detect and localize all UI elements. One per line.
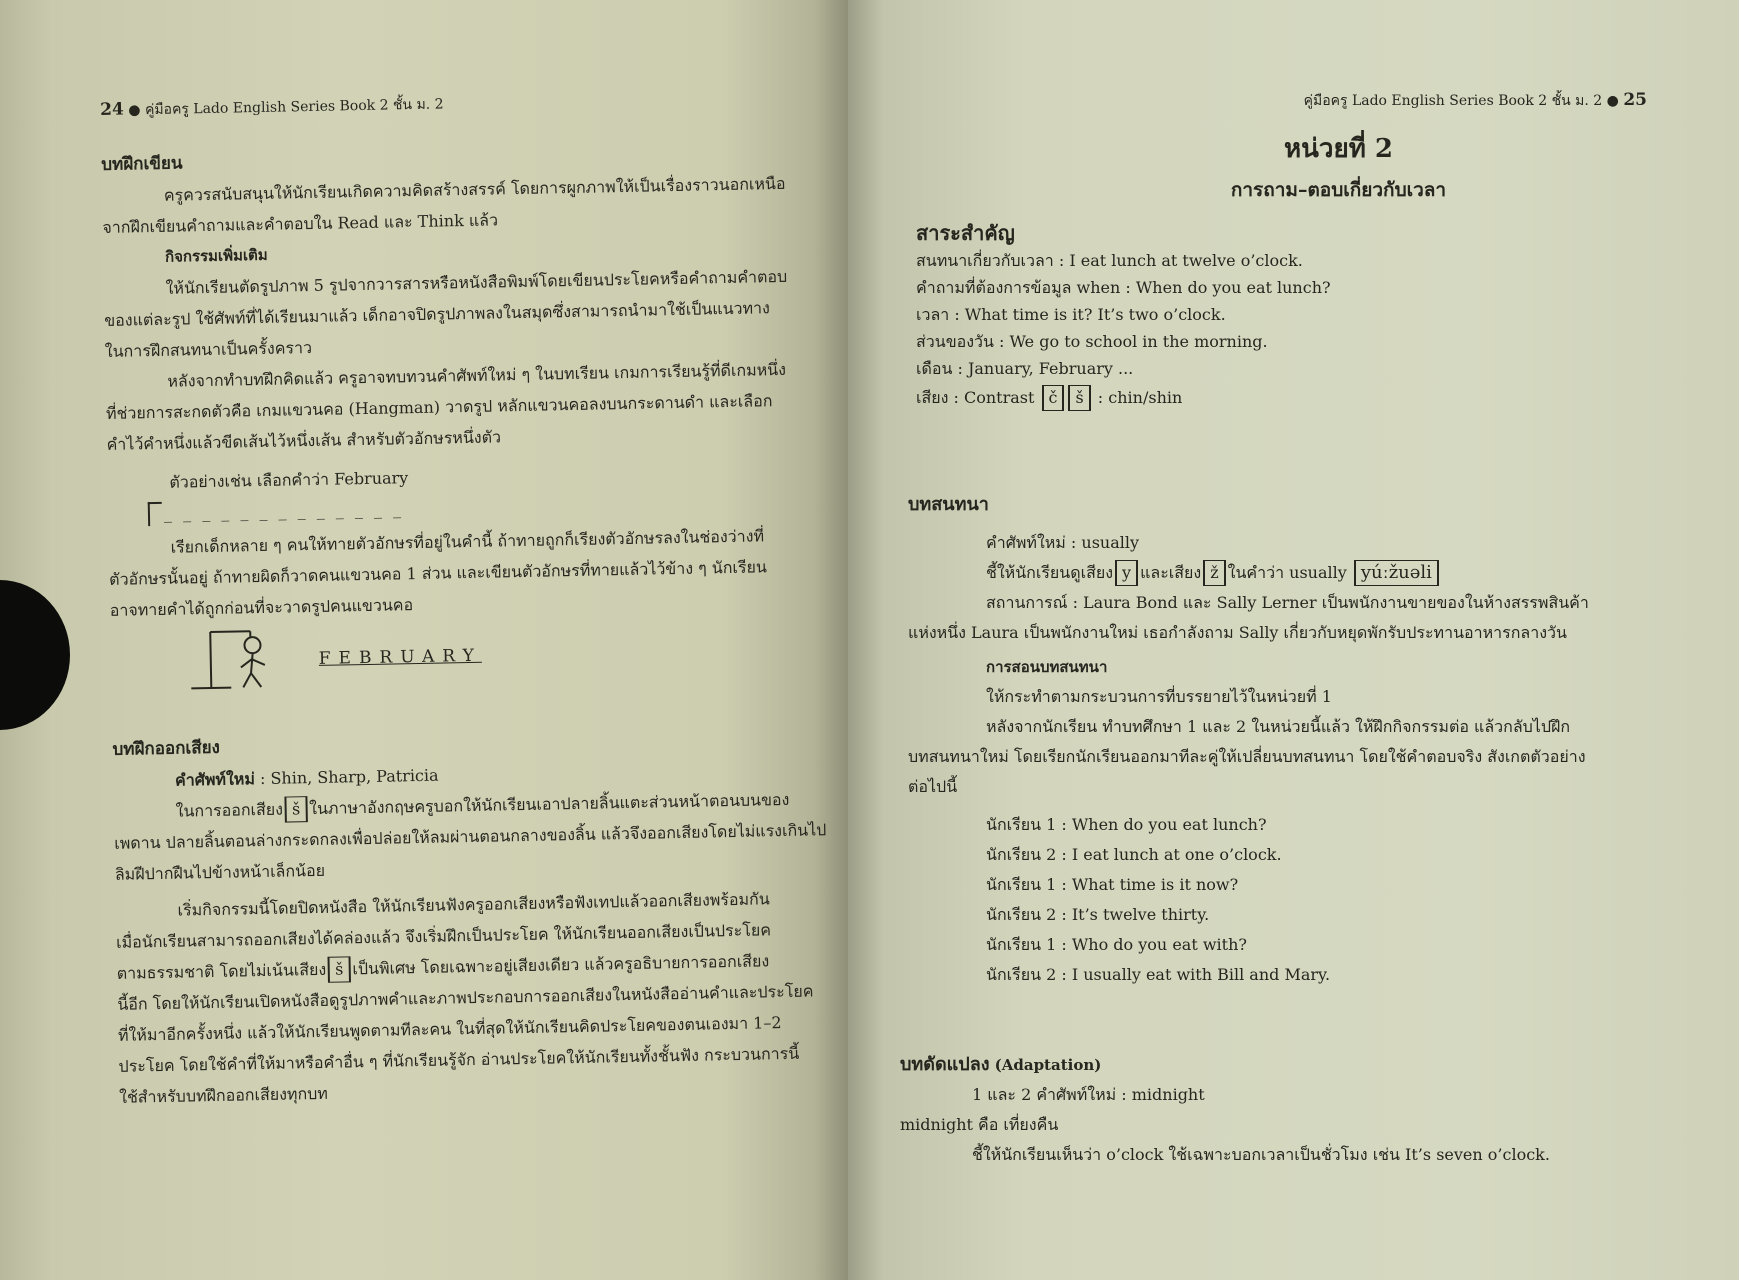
key-points-list (916, 247, 1696, 382)
phoneme-symbol: č (1042, 385, 1065, 411)
dialog-section (908, 490, 1708, 990)
key-point-item: สนทนาเกี่ยวกับเวลา : I eat lunch at twelve o’clock. (916, 251, 1303, 270)
dialog-line: นักเรียน 1 : Who do you eat with? (986, 935, 1247, 954)
paragraph-end: ในภาษาอังกฤษครูบอกให้นักเรียนเอาปลายลิ้นแตะส่วนหน้าตอนบนของ (309, 789, 790, 819)
paragraph: ประโยค โดยใช้คำที่ให้มาหรือคำอื่น ๆ ที่นักเรียนรู้จัก อ่านประโยคให้นักเรียนทั้งชั้นฟัง กระบวนการนี้ (118, 1043, 800, 1076)
paragraph: ที่ช่วยการสะกดตัวคือ เกมแขวนคอ (Hangman) วาดรูป หลักแขวนคอลงบนกระดานดำ และเลือก (105, 391, 773, 423)
right-page (848, 0, 1739, 1280)
right-page-header (1304, 90, 1647, 112)
dialog-line: นักเรียน 2 : I usually eat with Bill and Mary. (986, 965, 1331, 984)
paragraph: เรียกเด็กหลาย ๆ คนให้ทายตัวอักษรที่อยู่ในคำนี้ ถ้าทายถูกก็เรียงตัวอักษรลงในช่องว่างที่ (170, 526, 765, 557)
section-heading: บทสนทนา (908, 494, 989, 515)
paragraph: หลังจากนักเรียน ทำบทศึกษา 1 และ 2 ในหน่วยนี้แล้ว ให้ฝึกกิจกรรมต่อ แล้วกลับไปฝึก (986, 717, 1571, 736)
page-number: 25 (1623, 90, 1647, 110)
bullet-icon: ● (128, 102, 146, 119)
paragraph: ลิมฝีปากฝืนไปข้างหน้าเล็กน้อย (114, 860, 326, 884)
dialog-line: นักเรียน 2 : I eat lunch at one o’clock. (986, 845, 1282, 864)
paragraph: เพดาน ปลายลิ้นตอนล่างกระดกลงเพื่อปล่อยให้ลมผ่านตอนกลางของลิ้น แล้วจึงออกเสียงโดยไม่แรงเกินไป (114, 820, 827, 853)
paragraph-end: เป็นพิเศษ โดยเฉพาะอยู่เสียงเดียว แล้วครูอธิบายการออกเสียง (352, 951, 770, 979)
paragraph: จากฝึกเขียนคำถามและคำตอบใน Read และ Think แล้ว (102, 210, 499, 237)
blank-line: _ _ _ _ _ _ _ _ _ _ _ _ _ (163, 499, 405, 523)
left-page (0, 0, 848, 1280)
phoneme-symbol: ž (1203, 560, 1225, 586)
hangman-drawing-icon (188, 624, 289, 696)
page-number: 24 (100, 99, 125, 120)
paragraph: ตัวอักษรนั้นอยู่ ถ้าทายผิดก็วาดคนแขวนคอ 1 ส่วน และเขียนตัวอักษรที่ทายแล้วไว้ข้าง ๆ นักเรียน (109, 557, 768, 589)
phoneme-symbol: š (1068, 385, 1090, 411)
paragraph: ของแต่ละรูป ใช้ศัพท์ที่ได้เรียนมาแล้ว เด็กอาจปิดรูปภาพลงในสมุดซึ่งสามารถนำมาใช้เป็นแนวทาง (104, 298, 771, 330)
dialog-line: นักเรียน 2 : It’s twelve thirty. (986, 905, 1210, 924)
gallows-post-icon (148, 502, 150, 526)
paragraph: เริ่มกิจกรรมนี้โดยปิดหนังสือ ให้นักเรียนฟังครูออกเสียงหรือฟังเทปแล้วออกเสียงพร้อมกัน (177, 889, 770, 920)
dialog-vocab: คำศัพท์ใหม่ : usually (986, 533, 1140, 552)
section-heading-en: (Adaptation) (994, 1056, 1102, 1074)
paragraph: ชี้ให้นักเรียนเห็นว่า o’clock ใช้เฉพาะบอกเวลาเป็นชั่วโมง เช่น It’s seven o’clock. (972, 1145, 1550, 1164)
key-point-item: ส่วนของวัน : We go to school in the morning. (916, 332, 1268, 351)
paragraph: ใช้สำหรับบทฝึกออกเสียงทุกบท (118, 1083, 329, 1107)
paragraph: บทสนทนาใหม่ โดยเรียกนักเรียนออกมาทีละคู่ให้เปลี่ยนบทสนทนา โดยใช้คำตอบจริง สังเกตตัวอย่าง (908, 747, 1586, 766)
section-heading: บทดัดแปลง (900, 1054, 990, 1075)
unit-subtitle: การถาม–ตอบเกี่ยวกับเวลา (1230, 179, 1447, 201)
vocab-list: : Shin, Sharp, Patricia (259, 765, 439, 789)
instruction-text: ชี้ให้นักเรียนดูเสียง (986, 563, 1114, 582)
left-page-header (100, 93, 444, 122)
unit-title: หน่วยที่ 2 (1283, 134, 1394, 164)
section-heading: บทฝึกเขียน (101, 153, 183, 175)
unit-heading (848, 128, 1739, 205)
running-head: คู่มือครู Lado English Series Book 2 ชั้น ม. 2 (1303, 93, 1603, 109)
left-page-content (0, 0, 848, 1280)
paragraph: 1 และ 2 คำศัพท์ใหม่ : midnight (972, 1085, 1205, 1104)
dialog-line: นักเรียน 1 : What time is it now? (986, 875, 1239, 894)
paragraph: เมื่อนักเรียนสามารถออกเสียงได้คล่องแล้ว จึงเริ่มฝึกเป็นประโยค ให้นักเรียนออกเสียงเป็นประโยค (115, 920, 772, 952)
writing-section (101, 137, 811, 698)
instruction-text: และเสียง (1140, 563, 1202, 582)
example-line: ตัวอย่างเช่น เลือกคำว่า February (169, 468, 409, 492)
phoneme-symbol: y (1115, 560, 1138, 586)
sound-label: เสียง : Contrast (916, 388, 1035, 407)
paragraph: หลังจากทำบทฝึกคิดแล้ว ครูอาจทบทวนคำศัพท์ใหม่ ๆ ในบทเรียน เกมการเรียนรู้ที่ดีเกมหนึ่ง (167, 359, 787, 391)
paragraph: อาจทายคำได้ถูกก่อนที่จะวาดรูปคนแขวนคอ (109, 595, 414, 620)
paragraph-start: ตามธรรมชาติ โดยไม่เน้นเสียง (116, 959, 327, 983)
subsection-heading: การสอนบทสนทนา (986, 658, 1108, 676)
paragraph: คำไว้คำหนึ่งแล้วขีดเส้นไว้หนึ่งเส้น สำหรับตัวอักษรหนึ่งตัว (106, 427, 502, 454)
adaptation-section (900, 1050, 1720, 1170)
paragraph: นี้อีก โดยให้นักเรียนเปิดหนังสือดูรูปภาพคำและภาพประกอบการออกเสียงในหนังสืออ่านคำและประโยค (117, 981, 814, 1014)
key-point-item: เดือน : January, February ... (916, 359, 1134, 378)
phoneme-symbol: š (285, 796, 308, 822)
situation-text: แห่งหนึ่ง Laura เป็นพนักงานใหม่ เธอกำลังถาม Sally เกี่ยวกับหยุดพักรับประทานอาหารกลางวัน (908, 623, 1567, 642)
vocab-label: คำศัพท์ใหม่ (174, 769, 256, 790)
paragraph: ที่ให้มาอีกครั้งหนึ่ง แล้วให้นักเรียนพูดตามทีละคน ในที่สุดให้นักเรียนคิดประโยคของตนเองมา 1–2 (117, 1013, 782, 1045)
pronunciation-section (112, 721, 839, 1113)
running-head: คู่มือครู Lado English Series Book 2 ชั้น ม. 2 (144, 96, 444, 119)
section-heading: บทฝึกออกเสียง (112, 737, 221, 760)
paragraph: ให้กระทำตามกระบวนการที่บรรยายไว้ในหน่วยที่ 1 (986, 687, 1332, 706)
gallows-beam-icon (148, 502, 162, 504)
situation-text: สถานการณ์ : Laura Bond และ Sally Lerner เป็นพนักงานขายของในห้างสรรพสินค้า (986, 593, 1589, 612)
phoneme-symbol: š (328, 956, 351, 982)
phonetic-transcription: yúːžuəli (1354, 560, 1439, 586)
paragraph-start: ในการออกเสียง (175, 799, 284, 821)
paragraph: ครูควรสนับสนุนให้นักเรียนเกิดความคิดสร้างสรรค์ โดยการผูกภาพให้เป็นเรื่องราวนอกเหนือ (163, 173, 786, 205)
dialog-lines (908, 810, 1708, 990)
key-point-item: เวลา : What time is it? It’s two o’clock. (916, 305, 1226, 324)
paragraph: ต่อไปนี้ (908, 777, 958, 796)
hangman-word: FEBRUARY (318, 645, 483, 669)
subsection-heading: กิจกรรมเพิ่มเติม (164, 245, 268, 266)
hangman-figure (110, 612, 811, 697)
instruction-text: ในคำว่า usually (1227, 563, 1347, 582)
bullet-icon: ● (1606, 93, 1624, 109)
key-point-item: คำถามที่ต้องการข้อมูล when : When do you eat lunch? (916, 278, 1331, 297)
key-points-section (916, 220, 1696, 411)
section-heading: สาระสำคัญ (916, 221, 1015, 245)
paragraph: ในการฝึกสนทนาเป็นครั้งคราว (104, 337, 313, 361)
paragraph: midnight คือ เที่ยงคืน (900, 1115, 1059, 1134)
sound-contrast: : chin/shin (1097, 388, 1183, 407)
paragraph: ให้นักเรียนตัดรูปภาพ 5 รูปจากวารสารหรือหนังสือพิมพ์โดยเขียนประโยคหรือคำถามคำตอบ (165, 266, 788, 298)
dialog-line: นักเรียน 1 : When do you eat lunch? (986, 815, 1267, 834)
